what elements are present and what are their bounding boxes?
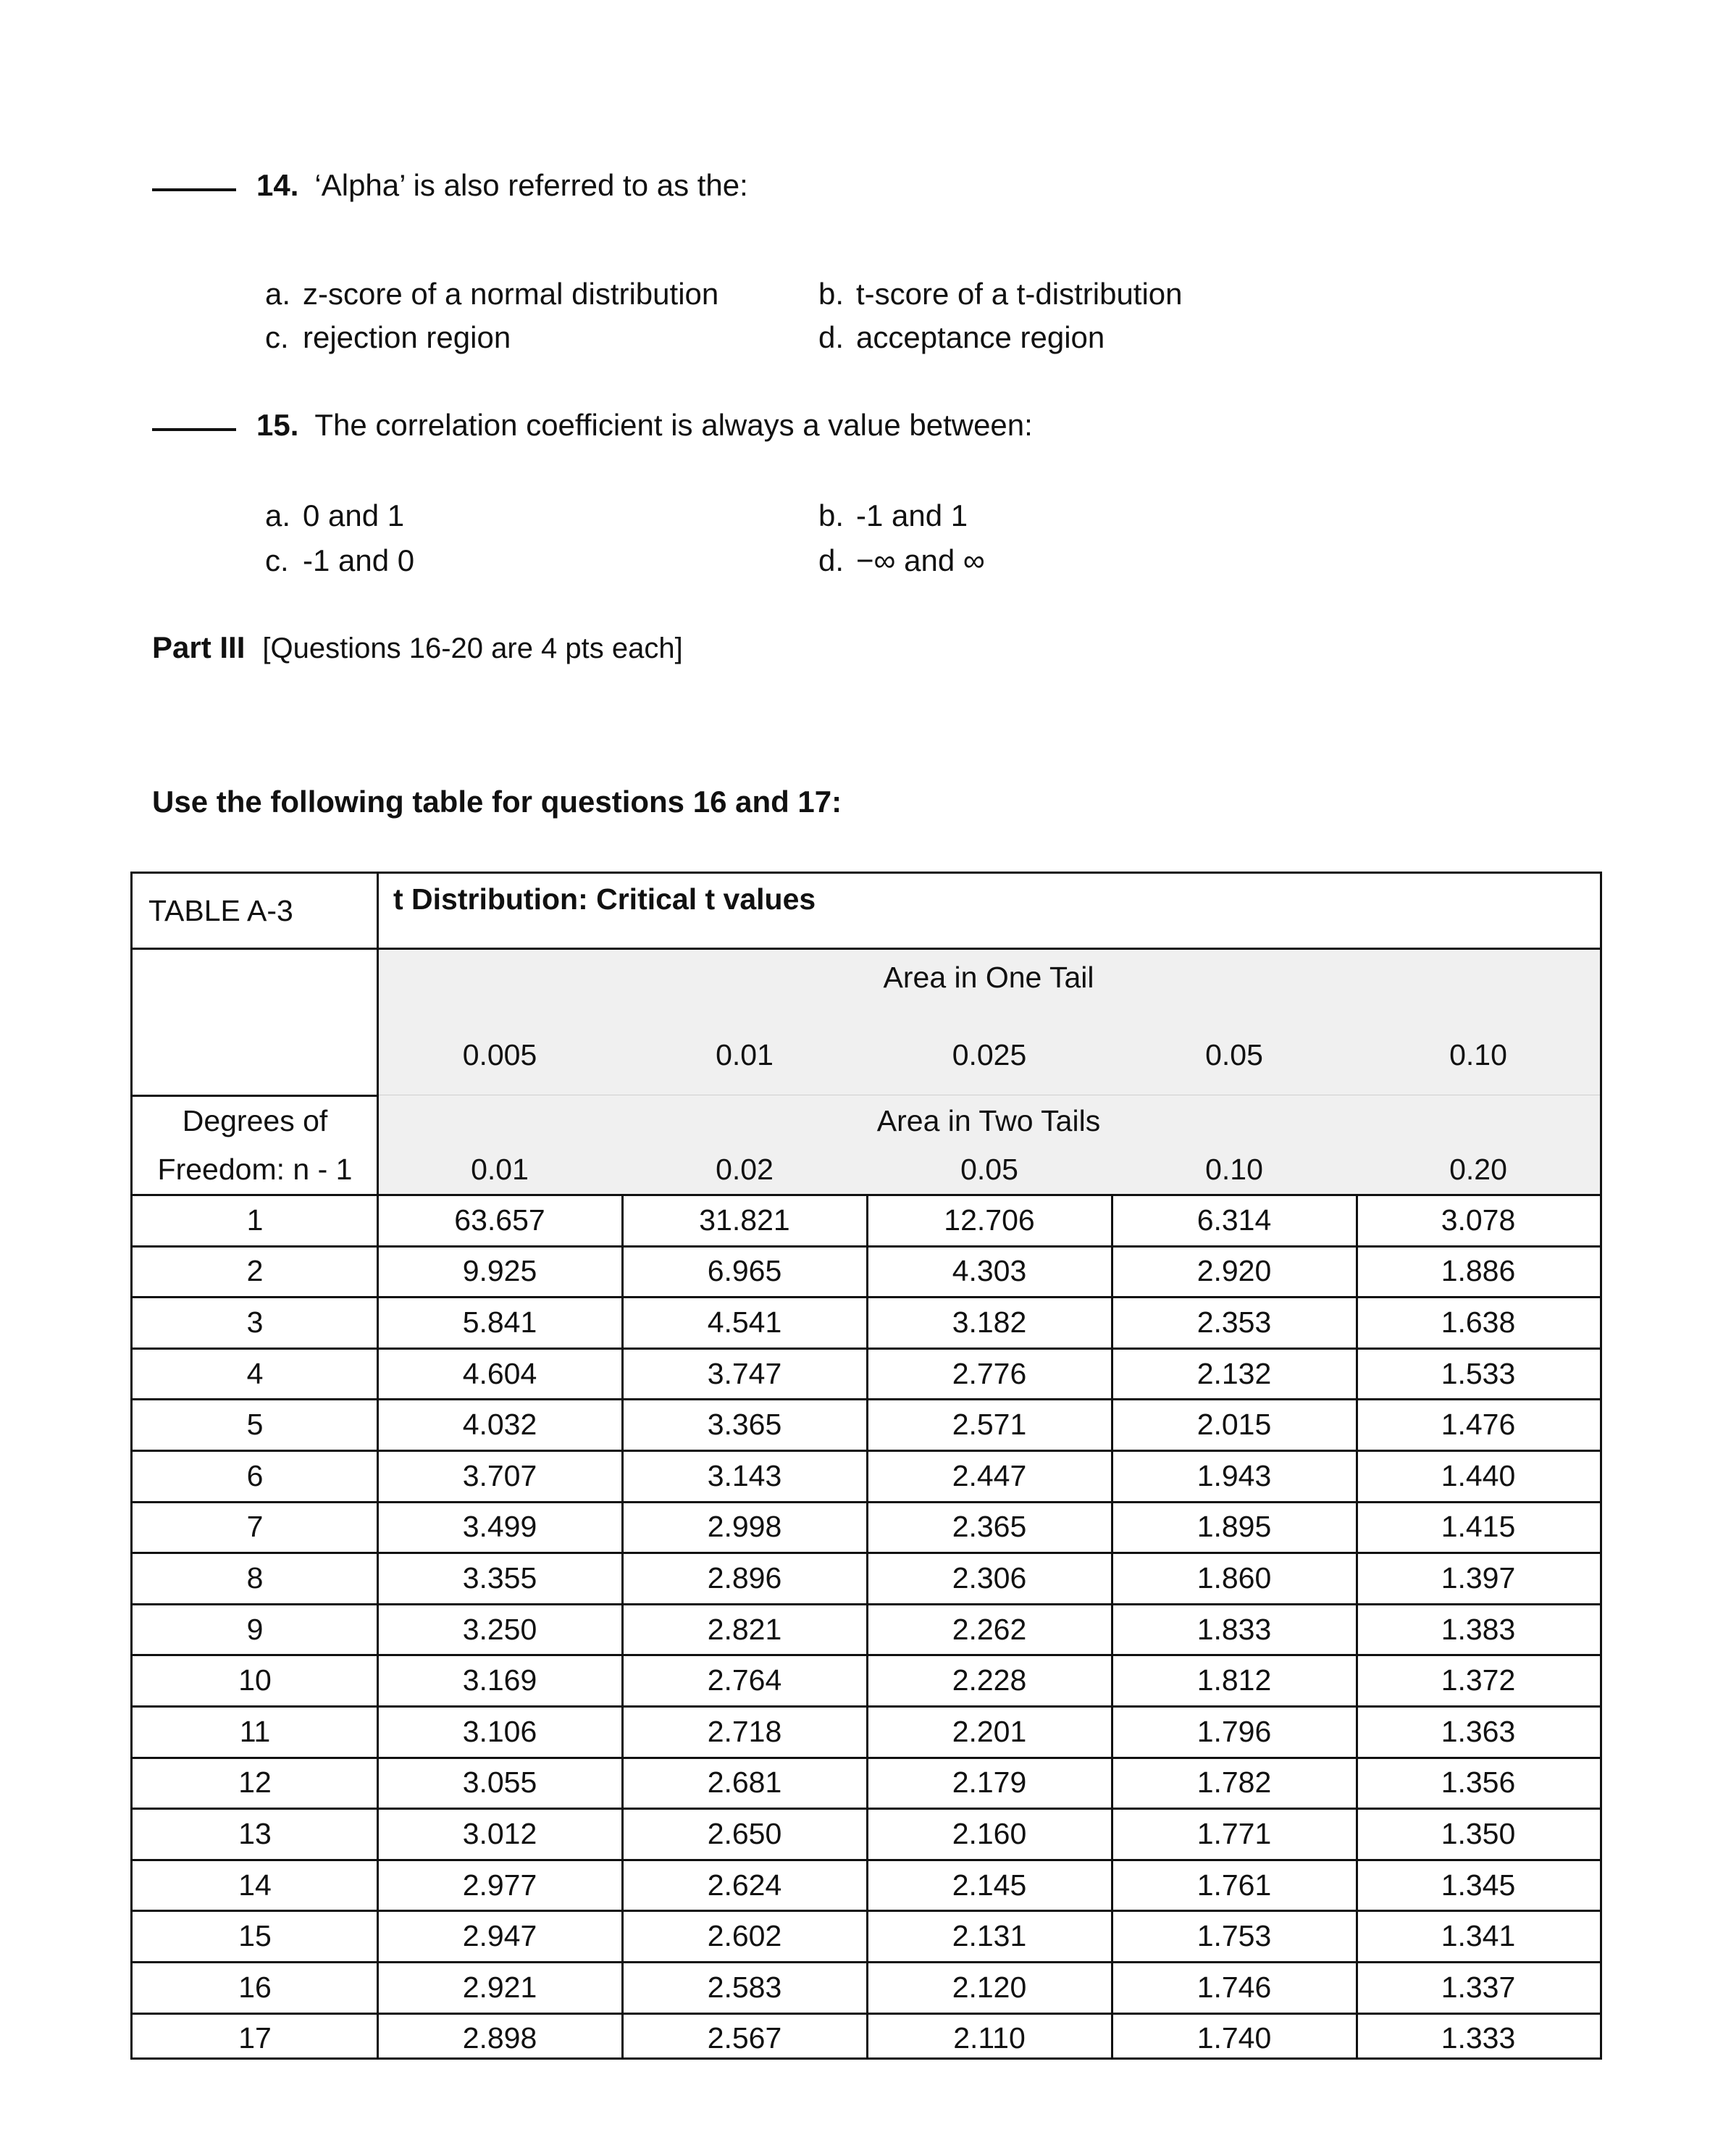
df-label-line2: Freedom: n - 1 (157, 1152, 353, 1186)
df-value: 5 (246, 1408, 264, 1442)
critical-value: 3.055 (462, 1766, 537, 1800)
critical-value: 3.365 (707, 1408, 782, 1442)
critical-value: 2.650 (707, 1816, 782, 1850)
critical-value: 1.761 (1196, 1868, 1272, 1902)
option-14a[interactable]: a. z-score of a normal distribution (265, 277, 719, 311)
critical-value: 2.921 (462, 1970, 537, 2004)
critical-value: 2.447 (952, 1458, 1027, 1492)
critical-value: 2.145 (952, 1868, 1027, 1902)
df-value: 3 (246, 1305, 264, 1339)
critical-value: 31.821 (699, 1203, 790, 1237)
part-note: [Questions 16-20 are 4 pts each] (262, 632, 683, 664)
critical-value: 2.262 (952, 1612, 1027, 1646)
critical-value: 1.345 (1441, 1868, 1516, 1902)
df-label-line1: Degrees of (182, 1103, 328, 1137)
critical-value: 1.440 (1441, 1458, 1516, 1492)
critical-value: 1.771 (1196, 1816, 1272, 1850)
critical-value: 1.796 (1196, 1714, 1272, 1748)
critical-value: 1.638 (1441, 1305, 1516, 1339)
option-15b[interactable]: b. -1 and 1 (818, 498, 968, 532)
two-tail-value: 0.05 (960, 1152, 1018, 1186)
critical-value: 1.363 (1441, 1714, 1516, 1748)
critical-value: 4.604 (462, 1356, 537, 1390)
critical-value: 2.947 (462, 1919, 537, 1953)
critical-value: 3.355 (462, 1560, 537, 1595)
critical-value: 1.383 (1441, 1612, 1516, 1646)
t-distribution-table (130, 872, 1602, 2060)
two-tail-value: 0.20 (1449, 1152, 1507, 1186)
df-value: 11 (239, 1714, 271, 1748)
answer-blank-15[interactable] (152, 428, 236, 431)
critical-value: 2.998 (707, 1510, 782, 1544)
column-divider (377, 874, 379, 2057)
critical-value: 2.821 (707, 1612, 782, 1646)
critical-value: 5.841 (462, 1305, 537, 1339)
df-value: 8 (246, 1560, 264, 1595)
option-15a[interactable]: a. 0 and 1 (265, 498, 405, 532)
critical-value: 2.977 (462, 1868, 537, 1902)
critical-value: 2.353 (1196, 1305, 1272, 1339)
critical-value: 3.143 (707, 1458, 782, 1492)
df-value: 12 (238, 1766, 272, 1800)
critical-value: 1.860 (1196, 1560, 1272, 1595)
critical-value: 2.179 (952, 1766, 1027, 1800)
option-14d[interactable]: d. acceptance region (818, 320, 1105, 354)
df-value: 15 (238, 1919, 272, 1953)
critical-value: 2.015 (1196, 1408, 1272, 1442)
critical-value: 4.032 (462, 1408, 537, 1442)
critical-value: 1.533 (1441, 1356, 1516, 1390)
question-text: The correlation coefficient is always a value between: (314, 408, 1033, 442)
critical-value: 6.965 (707, 1254, 782, 1288)
df-value: 17 (238, 2021, 272, 2055)
critical-value: 3.499 (462, 1510, 537, 1544)
critical-value: 2.567 (707, 2021, 782, 2055)
critical-value: 2.896 (707, 1560, 782, 1595)
critical-value: 2.681 (707, 1766, 782, 1800)
table-title: t Distribution: Critical t values (393, 882, 816, 916)
one-tail-value: 0.05 (1205, 1037, 1263, 1071)
one-tail-value: 0.005 (462, 1037, 537, 1071)
critical-value: 1.782 (1196, 1766, 1272, 1800)
one-tail-value: 0.025 (952, 1037, 1027, 1071)
two-tail-value: 0.10 (1205, 1152, 1263, 1186)
table-instruction: Use the following table for questions 16 and 17: (152, 785, 842, 819)
one-tail-header: Area in One Tail (883, 960, 1094, 994)
option-15d[interactable]: d. −∞ and ∞ (818, 543, 985, 577)
question-text: ‘Alpha’ is also referred to as the: (314, 168, 748, 202)
df-value: 13 (238, 1816, 272, 1850)
critical-value: 3.012 (462, 1816, 537, 1850)
df-value: 14 (238, 1868, 272, 1902)
critical-value: 1.397 (1441, 1560, 1516, 1595)
critical-value: 6.314 (1196, 1203, 1272, 1237)
two-tail-value: 0.02 (716, 1152, 774, 1186)
option-14b[interactable]: b. t-score of a t-distribution (818, 277, 1183, 311)
critical-value: 3.078 (1441, 1203, 1516, 1237)
critical-value: 2.602 (707, 1919, 782, 1953)
one-tail-value: 0.10 (1449, 1037, 1507, 1071)
critical-value: 1.476 (1441, 1408, 1516, 1442)
critical-value: 4.541 (707, 1305, 782, 1339)
critical-value: 2.718 (707, 1714, 782, 1748)
critical-value: 2.131 (952, 1919, 1027, 1953)
critical-value: 2.132 (1196, 1356, 1272, 1390)
part-title: Part III (152, 630, 246, 664)
df-value: 10 (238, 1663, 272, 1697)
critical-value: 2.583 (707, 1970, 782, 2004)
column-divider (1111, 1195, 1113, 2057)
question-15 (152, 408, 1033, 443)
option-14c[interactable]: c. rejection region (265, 320, 511, 354)
question-14 (152, 168, 748, 203)
question-number: 15. (256, 408, 299, 442)
one-tail-value: 0.01 (716, 1037, 774, 1071)
critical-value: 1.753 (1196, 1919, 1272, 1953)
df-value: 9 (246, 1612, 264, 1646)
answer-blank-14[interactable] (152, 188, 236, 191)
df-value: 4 (246, 1356, 264, 1390)
critical-value: 1.333 (1441, 2021, 1516, 2055)
df-value: 16 (238, 1970, 272, 2004)
critical-value: 2.365 (952, 1510, 1027, 1544)
critical-value: 2.764 (707, 1663, 782, 1697)
critical-value: 1.812 (1196, 1663, 1272, 1697)
critical-value: 3.182 (952, 1305, 1027, 1339)
critical-value: 3.250 (462, 1612, 537, 1646)
critical-value: 1.943 (1196, 1458, 1272, 1492)
critical-value: 1.746 (1196, 1970, 1272, 2004)
column-divider (1356, 1195, 1358, 2057)
two-tail-value: 0.01 (471, 1152, 529, 1186)
critical-value: 2.920 (1196, 1254, 1272, 1288)
critical-value: 2.571 (952, 1408, 1027, 1442)
part-heading (152, 630, 683, 665)
critical-value: 3.707 (462, 1458, 537, 1492)
df-value: 2 (246, 1254, 264, 1288)
critical-value: 2.776 (952, 1356, 1027, 1390)
critical-value: 1.833 (1196, 1612, 1272, 1646)
df-value: 1 (246, 1203, 264, 1237)
critical-value: 2.110 (953, 2021, 1026, 2055)
critical-value: 1.372 (1441, 1663, 1516, 1697)
critical-value: 1.415 (1441, 1510, 1516, 1544)
two-tail-header: Area in Two Tails (876, 1103, 1101, 1137)
row-divider (133, 948, 1600, 950)
df-value: 6 (246, 1458, 264, 1492)
row-divider (133, 1095, 377, 1097)
critical-value: 1.886 (1441, 1254, 1516, 1288)
critical-value: 1.740 (1196, 2021, 1272, 2055)
critical-value: 2.228 (952, 1663, 1027, 1697)
question-number: 14. (256, 168, 299, 202)
critical-value: 3.106 (462, 1714, 537, 1748)
df-value: 7 (246, 1510, 264, 1544)
column-divider (621, 1195, 624, 2057)
critical-value: 2.120 (952, 1970, 1027, 2004)
critical-value: 12.706 (944, 1203, 1035, 1237)
critical-value: 1.895 (1196, 1510, 1272, 1544)
table-label: TABLE A-3 (148, 894, 293, 927)
critical-value: 63.657 (454, 1203, 545, 1237)
critical-value: 9.925 (462, 1254, 537, 1288)
critical-value: 4.303 (952, 1254, 1027, 1288)
critical-value: 2.306 (952, 1560, 1027, 1595)
critical-value: 3.747 (707, 1356, 782, 1390)
column-divider (866, 1195, 868, 2057)
critical-value: 3.169 (462, 1663, 537, 1697)
critical-value: 1.337 (1441, 1970, 1516, 2004)
critical-value: 1.341 (1441, 1919, 1516, 1953)
critical-value: 1.350 (1441, 1816, 1516, 1850)
option-15c[interactable]: c. -1 and 0 (265, 543, 415, 577)
critical-value: 1.356 (1441, 1766, 1516, 1800)
critical-value: 2.201 (952, 1714, 1027, 1748)
critical-value: 2.160 (952, 1816, 1027, 1850)
critical-value: 2.898 (462, 2021, 537, 2055)
critical-value: 2.624 (707, 1868, 782, 1902)
